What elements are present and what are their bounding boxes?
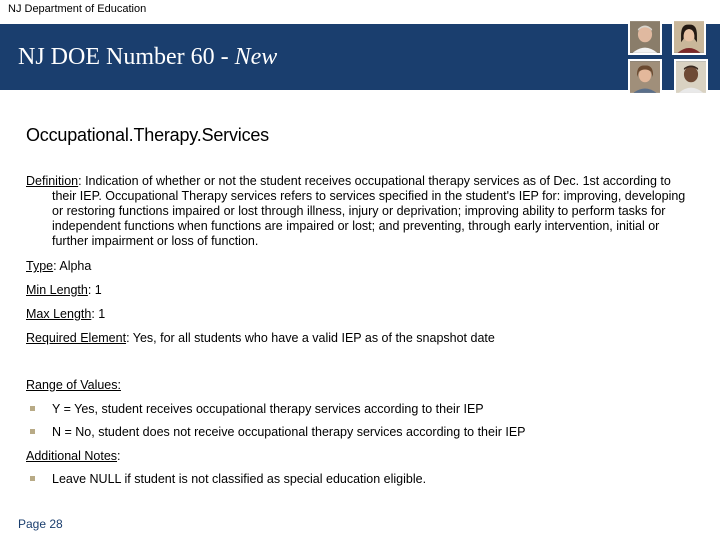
person-photo — [674, 59, 708, 95]
person-photo — [628, 59, 662, 95]
range-heading — [26, 378, 121, 393]
type-label: Type — [26, 259, 54, 273]
max-length-value: : 1 — [91, 307, 106, 321]
range-label: Range of Values: — [26, 378, 121, 392]
title-banner — [0, 24, 720, 90]
field-definition-body — [26, 174, 696, 486]
notes-heading — [26, 449, 121, 464]
person-photo — [628, 19, 662, 55]
required-element-label: Required Element — [26, 331, 127, 345]
agency-name: NJ Department of Education — [8, 3, 147, 15]
notes-label: Additional Notes — [26, 449, 118, 463]
photo-collage — [626, 17, 716, 97]
section-title: Occupational.Therapy.Services — [26, 125, 269, 146]
page-title — [18, 44, 277, 71]
range-item-text: N = No, student does not receive occupational therapy services according to their IEP — [52, 425, 526, 439]
required-element-row — [26, 331, 495, 346]
person-photo — [672, 19, 706, 55]
notes-suffix: : — [117, 449, 121, 463]
definition-paragraph — [26, 174, 696, 249]
min-length-label: Min Length — [26, 283, 88, 297]
required-element-value: : Yes, for all students who have a valid IEP as of the snapshot date — [126, 331, 495, 345]
min-length-row — [26, 283, 102, 298]
max-length-row — [26, 307, 105, 322]
max-length-label: Max Length — [26, 307, 92, 321]
type-value: : Alpha — [53, 259, 92, 273]
bullet-icon — [30, 476, 35, 481]
title-main: NJ DOE Number 60 - — [18, 44, 235, 70]
range-item-text: Y = Yes, student receives occupational therapy services according to their IEP — [52, 402, 484, 416]
definition-text: : Indication of whether or not the student receives occupational therapy services as of Dec. 1st according to their IEP. Occupational Therapy services refers to services specified in the student's IEP for: improving, developing or restoring functions impaired or lost through illness, injury or deprivation; improving ability to perform tasks for independent functions when functions are impaired or lost; and preventing, through early intervention, initial or further impairment or loss of function. — [52, 174, 686, 248]
min-length-value: : 1 — [87, 283, 102, 297]
bullet-icon — [30, 429, 35, 434]
notes-item-text: Leave NULL if student is not classified as special education eligible. — [52, 472, 427, 486]
title-italic: New — [234, 44, 278, 70]
bullet-icon — [30, 406, 35, 411]
type-row — [26, 259, 91, 274]
definition-label: Definition — [26, 174, 79, 188]
page-number: Page 28 — [18, 517, 63, 531]
